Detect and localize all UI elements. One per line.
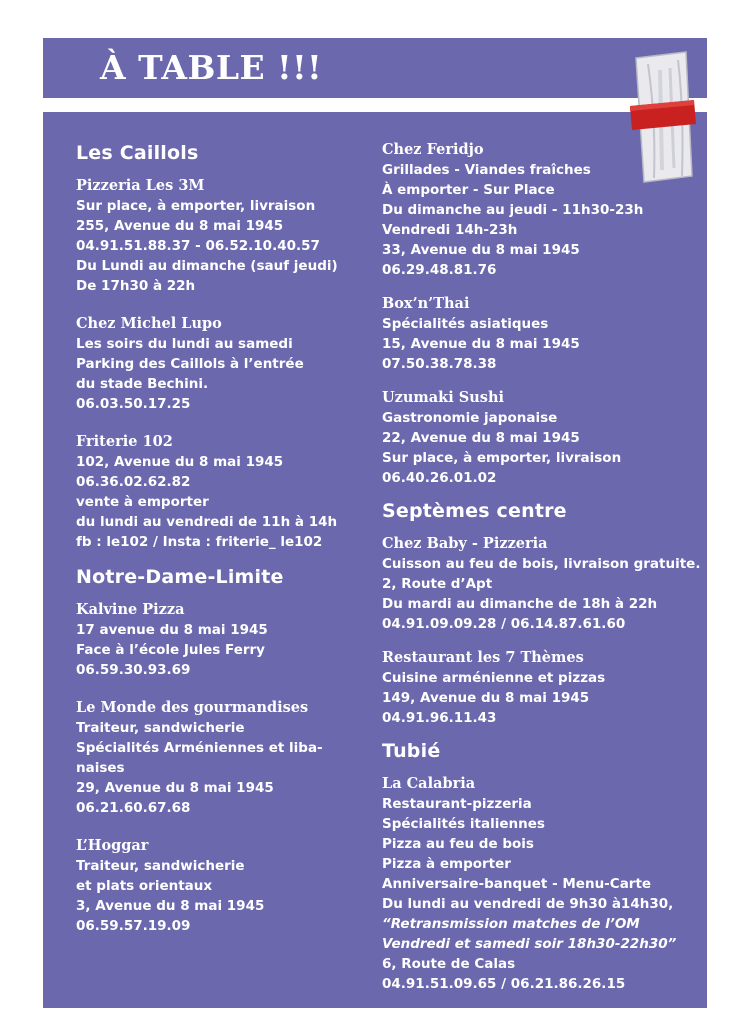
venue-line: 102, Avenue du 8 mai 1945 [76,454,284,470]
venue-line: Vendredi 14h-23h [382,222,518,238]
section-tubie [382,738,702,994]
venue-name: L’Hoggar [76,837,149,854]
venue-line: Traiteur, sandwicherie [76,858,245,874]
venue-line: Du lundi au vendredi de 9h30 à14h30, [382,896,674,912]
right-column [382,140,702,1012]
venue-name: Pizzeria Les 3M [76,177,205,194]
venue-uzumaki-sushi [382,388,702,488]
venue-line: De 17h30 à 22h [76,278,196,294]
section-title: Notre-Dame-Limite [76,566,284,588]
venue-line: Sur place, à emporter, livraison [382,450,622,466]
venue-line: À emporter - Sur Place [382,182,555,198]
venue-line: vente à emporter [76,494,209,510]
page-title: À TABLE !!! [100,48,323,87]
venue-restaurant-les-7-themes [382,648,702,728]
venue-name: Chez Michel Lupo [76,315,222,332]
venue-note: Vendredi et samedi soir 18h30-22h30” [382,936,677,952]
venue-friterie-102 [76,432,376,552]
venue-line: Cuisson au feu de bois, livraison gratuite. [382,556,701,572]
venue-line: Pizza à emporter [382,856,511,872]
venue-line: Spécialités asiatiques [382,316,549,332]
venue-line: 6, Route de Calas [382,956,516,972]
venue-line: Spécialités italiennes [382,816,545,832]
venue-line: Gastronomie japonaise [382,410,558,426]
venue-line: 07.50.38.78.38 [382,356,497,372]
venue-line: 149, Avenue du 8 mai 1945 [382,690,590,706]
venue-line: Grillades - Viandes fraîches [382,162,591,178]
venue-line: 3, Avenue du 8 mai 1945 [76,898,265,914]
venue-line: du lundi au vendredi de 11h à 14h [76,514,338,530]
venue-line: 06.03.50.17.25 [76,396,191,412]
venue-line: 29, Avenue du 8 mai 1945 [76,780,274,796]
venue-line: Anniversaire-banquet - Menu-Carte [382,876,652,892]
venue-line: Du dimanche au jeudi - 11h30-23h [382,202,644,218]
venue-line: 06.40.26.01.02 [382,470,497,486]
venue-name: Kalvine Pizza [76,601,185,618]
section-les-caillols [76,140,376,552]
venue-name: Chez Baby - Pizzeria [382,535,548,552]
venue-line: Du Lundi au dimanche (sauf jeudi) [76,258,338,274]
section-septemes-centre [382,498,702,728]
venue-line: 04.91.51.09.65 / 06.21.86.26.15 [382,976,626,992]
venue-line: Traiteur, sandwicherie [76,720,245,736]
venue-line: Du mardi au dimanche de 18h à 22h [382,596,658,612]
venue-kalvine-pizza [76,600,376,680]
venue-line: Face à l’école Jules Ferry [76,642,265,658]
venue-name: Le Monde des gourmandises [76,699,309,716]
section-notre-dame-limite [76,564,376,936]
venue-line: 04.91.51.88.37 - 06.52.10.40.57 [76,238,320,254]
venue-chez-michel-lupo [76,314,376,414]
venue-line: 17 avenue du 8 mai 1945 [76,622,268,638]
venue-name: Chez Feridjo [382,141,484,158]
left-column [76,140,376,954]
venue-name: Friterie 102 [76,433,173,450]
venue-name: Box’n’Thai [382,295,470,312]
venue-line: et plats orientaux [76,878,213,894]
section-title: Septèmes centre [382,500,567,522]
venue-l-hoggar [76,836,376,936]
venue-la-calabria [382,774,702,994]
venue-line: 2, Route d’Apt [382,576,493,592]
venue-line: fb : le102 / Insta : friterie_ le102 [76,534,323,550]
venue-chez-feridjo [382,140,702,280]
venue-line: 04.91.96.11.43 [382,710,497,726]
venue-line: Parking des Caillols à l’entrée [76,356,304,372]
venue-line: 22, Avenue du 8 mai 1945 [382,430,580,446]
venue-le-monde-des-gourmandises [76,698,376,818]
venue-line: 06.21.60.67.68 [76,800,191,816]
venue-line: Pizza au feu de bois [382,836,534,852]
venue-name: Uzumaki Sushi [382,389,504,406]
venue-line: 04.91.09.09.28 / 06.14.87.61.60 [382,616,626,632]
venue-line: Restaurant-pizzeria [382,796,532,812]
section-title: Tubié [382,740,441,762]
venue-line: 33, Avenue du 8 mai 1945 [382,242,580,258]
venue-line: 255, Avenue du 8 mai 1945 [76,218,284,234]
venue-line: Spécialités Arméniennes et liba- [76,740,323,756]
venue-note: “Retransmission matches de l’OM [382,916,640,932]
venue-line: naises [76,760,125,776]
venue-box-n-thai [382,294,702,374]
section-title: Les Caillols [76,142,199,164]
venue-line: Les soirs du lundi au samedi [76,336,293,352]
venue-line: 06.29.48.81.76 [382,262,497,278]
venue-line: 06.36.02.62.82 [76,474,191,490]
venue-line: du stade Bechini. [76,376,209,392]
venue-line: 06.59.30.93.69 [76,662,191,678]
venue-line: 15, Avenue du 8 mai 1945 [382,336,580,352]
venue-line: Sur place, à emporter, livraison [76,198,316,214]
venue-line: 06.59.57.19.09 [76,918,191,934]
venue-name: Restaurant les 7 Thèmes [382,649,584,666]
venue-line: Cuisine arménienne et pizzas [382,670,606,686]
venue-pizzeria-les-3m [76,176,376,296]
venue-chez-baby-pizzeria [382,534,702,634]
venue-name: La Calabria [382,775,476,792]
